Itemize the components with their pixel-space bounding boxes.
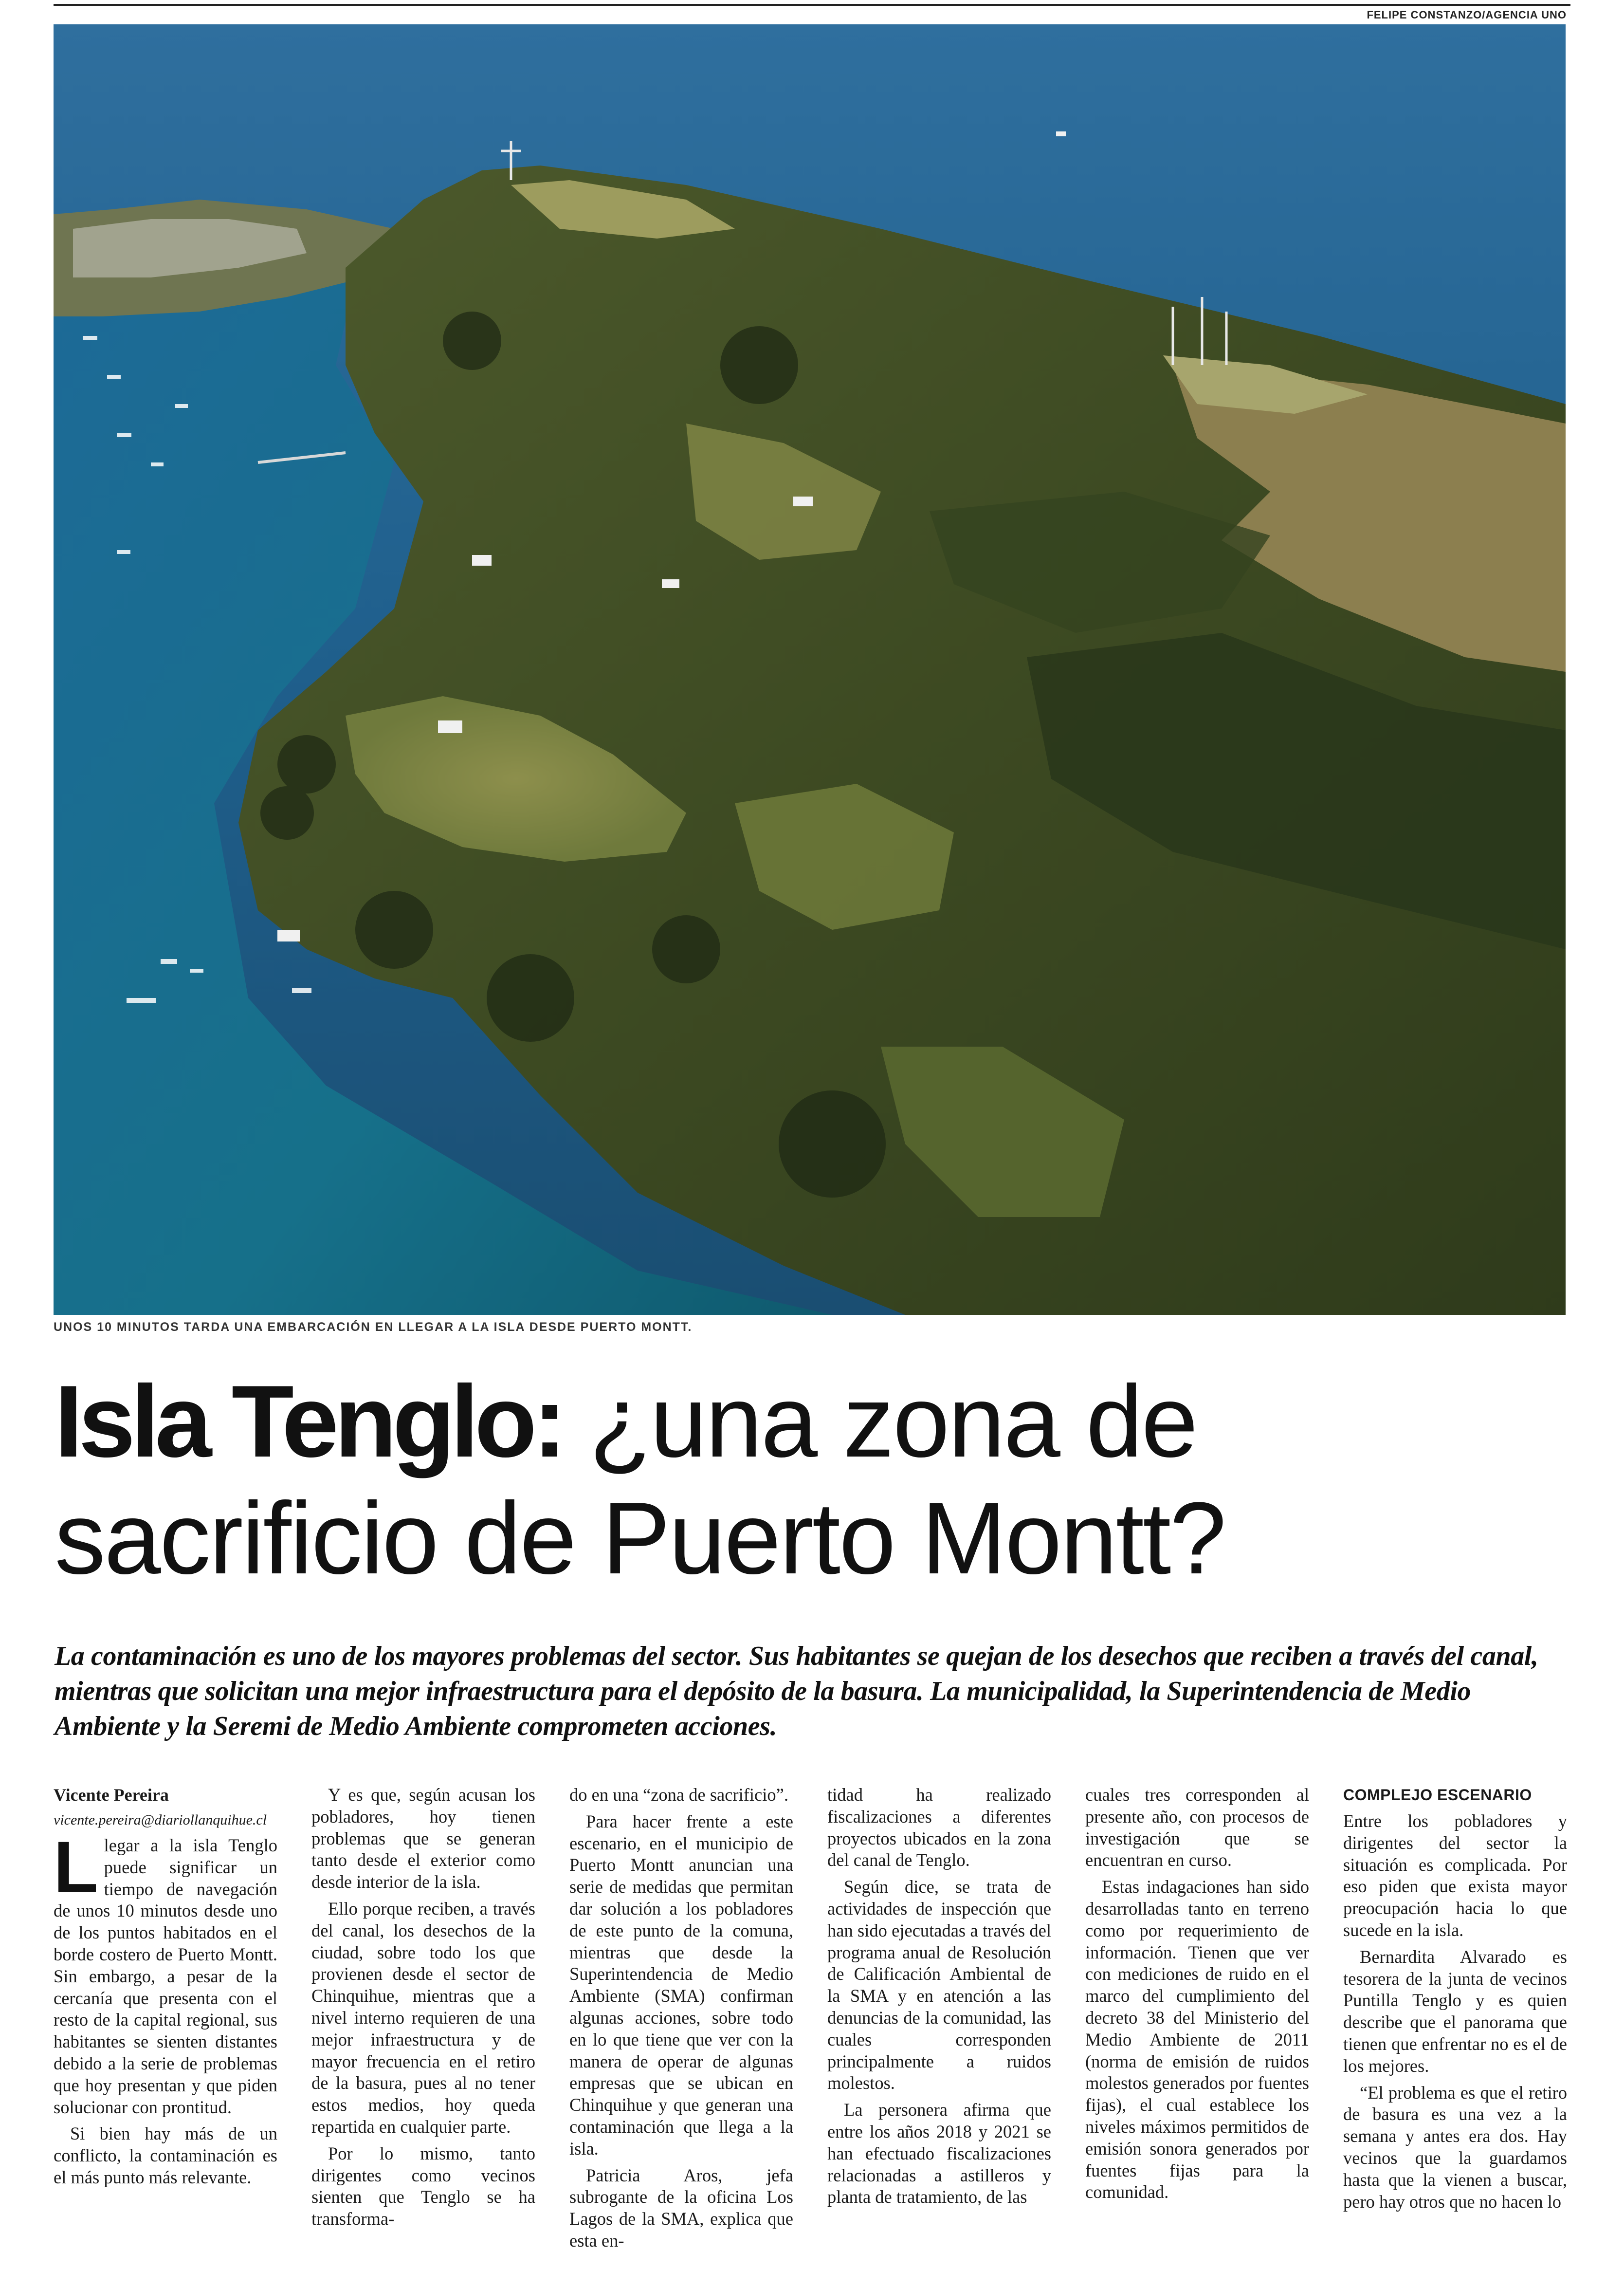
headline-line1-rest: ¿una zona de [589, 1364, 1197, 1478]
article-body [54, 1784, 1568, 2261]
top-rule [54, 4, 1570, 6]
paragraph: Para hacer frente a este escenario, en el municipio de Puerto Montt anuncian una serie de medidas que permitan dar solución a los pobladores de este punto de la comuna, mientras que desde la Superintendencia de Medio Ambiente (SMA) confirman algunas acciones, sobre todo en lo que tiene que ver con la manera de operar de algunas empresas que se ubican en Chinquihue y que generan una contaminación que llega a la isla. [569, 1811, 793, 2159]
paragraph: Según dice, se trata de actividades de inspección que han sido ejecutadas a través del programa anual de Resolución de Calificación Ambiental de la SMA y en atención a las denuncias de la comunidad, las cuales corresponden principalmente a ruidos molestos. [827, 1877, 1051, 2093]
section-subhead: COMPLEJO ESCENARIO [1343, 1786, 1532, 1804]
paragraph: tidad ha realizado fiscalizaciones a diferentes proyectos ubicados en la zona del canal de Tenglo. [827, 1785, 1051, 1870]
paragraph: do en una “zona de sacrificio”. [569, 1785, 788, 1805]
paragraph: Y es que, según acusan los pobladores, hoy tienen problemas que se generan tanto desde el exterior como desde interior de la isla. [311, 1785, 535, 1892]
aerial-photo-illustration [54, 24, 1566, 1315]
deck-subtitle: La contaminación es uno de los mayores problemas del sector. Sus habitantes se quejan de los desechos que reciben a través del canal, mientras que solicitan una mejor infraestructura para el depósito de la basura. La municipalidad, la Superintendencia de Medio Ambiente y la Seremi de Medio Ambiente comprometen acciones. [55, 1641, 1538, 1741]
column-4 [827, 1784, 1051, 2261]
column-5 [1085, 1784, 1309, 2261]
column-3 [569, 1784, 793, 2261]
drop-cap: L [54, 1826, 98, 1908]
paragraph: Ello porque reciben, a través del canal, los desechos de la ciudad, sobre todo los que provienen desde el sector de Chinquihue, mientras que a nivel interno requieren de una mejor infraestructura y de mayor frecuencia en el retiro de la basura, pues al no tener estos medios, hoy queda repartida en cualquier parte. [311, 1898, 535, 2137]
paragraph [54, 1826, 277, 2118]
photo-caption: UNOS 10 MINUTOS TARDA UNA EMBARCACIÓN EN LLEGAR A LA ISLA DESDE PUERTO MONTT. [54, 1320, 693, 1334]
paragraph: “El problema es que el retiro de basura es una vez a la semana y antes era dos. Hay vecinos que la guardamos hasta que la vienen a buscar, pero hay otros que no hacen lo [1343, 2082, 1567, 2212]
photo-credit: FELIPE CONSTANZO/AGENCIA UNO [1367, 9, 1567, 21]
byline-email[interactable]: vicente.pereira@diariollanquihue.cl [54, 1812, 267, 1828]
paragraph: La personera afirma que entre los años 2018 y 2021 se han efectuado fiscalizaciones relacionadas a astilleros y planta de tratamiento, de las [827, 2100, 1051, 2207]
paragraph: Patricia Aros, jefa subrogante de la oficina Los Lagos de la SMA, explica que esta en- [569, 2165, 793, 2251]
aerial-photo-isla-tenglo [54, 24, 1566, 1315]
headline [55, 1363, 1573, 1597]
headline-bold: Isla Tenglo: [55, 1364, 563, 1478]
paragraph: cuales tres corresponden al presente año, con procesos de investigación que se encuentran en curso. [1085, 1785, 1309, 1870]
paragraph: Por lo mismo, tanto dirigentes como vecinos sienten que Tenglo se ha transforma- [311, 2143, 535, 2229]
byline-author: Vicente Pereira [54, 1785, 169, 1805]
headline-line2: sacrificio de Puerto Montt? [55, 1481, 1225, 1595]
column-6 [1343, 1784, 1567, 2261]
paragraph: Estas indagaciones han sido desarrolladas tanto en terreno como por requerimiento de información. Tienen que ver con mediciones de ruido en el marco del cumplimiento del decreto 38 del Ministerio del Medio Ambiente de 2011 (norma de emisión de ruidos molestos generados por fuentes fijas), el cual establece los niveles máximos permitidos de emisión sonora generados por fuentes fijas para la comunidad. [1085, 1877, 1309, 2202]
paragraph: Entre los pobladores y dirigentes del sector la situación es complicada. Por eso piden que exista mayor preocupación hacia lo que sucede en la isla. [1343, 1811, 1567, 1940]
column-1 [54, 1784, 277, 2261]
paragraph: Si bien hay más de un conflicto, la contaminación es el más punto más relevante. [54, 2123, 277, 2187]
column-2 [311, 1784, 535, 2261]
paragraph-text: legar a la isla Tenglo puede significar un tiempo de navegación de unos 10 minutos desde uno de los puntos habitados en el borde costero de Puerto Montt. Sin embargo, a pesar de la cercanía que presenta con el resto de la capital regional, sus habitantes se sienten distantes debido a la serie de problemas que hoy presentan y que piden solucionar con prontitud. [54, 1835, 277, 2117]
paragraph: Bernardita Alvarado es tesorera de la junta de vecinos Puntilla Tenglo y es quien describe que el panorama que tienen que enfrentar no es el de los mejores. [1343, 1946, 1567, 2076]
